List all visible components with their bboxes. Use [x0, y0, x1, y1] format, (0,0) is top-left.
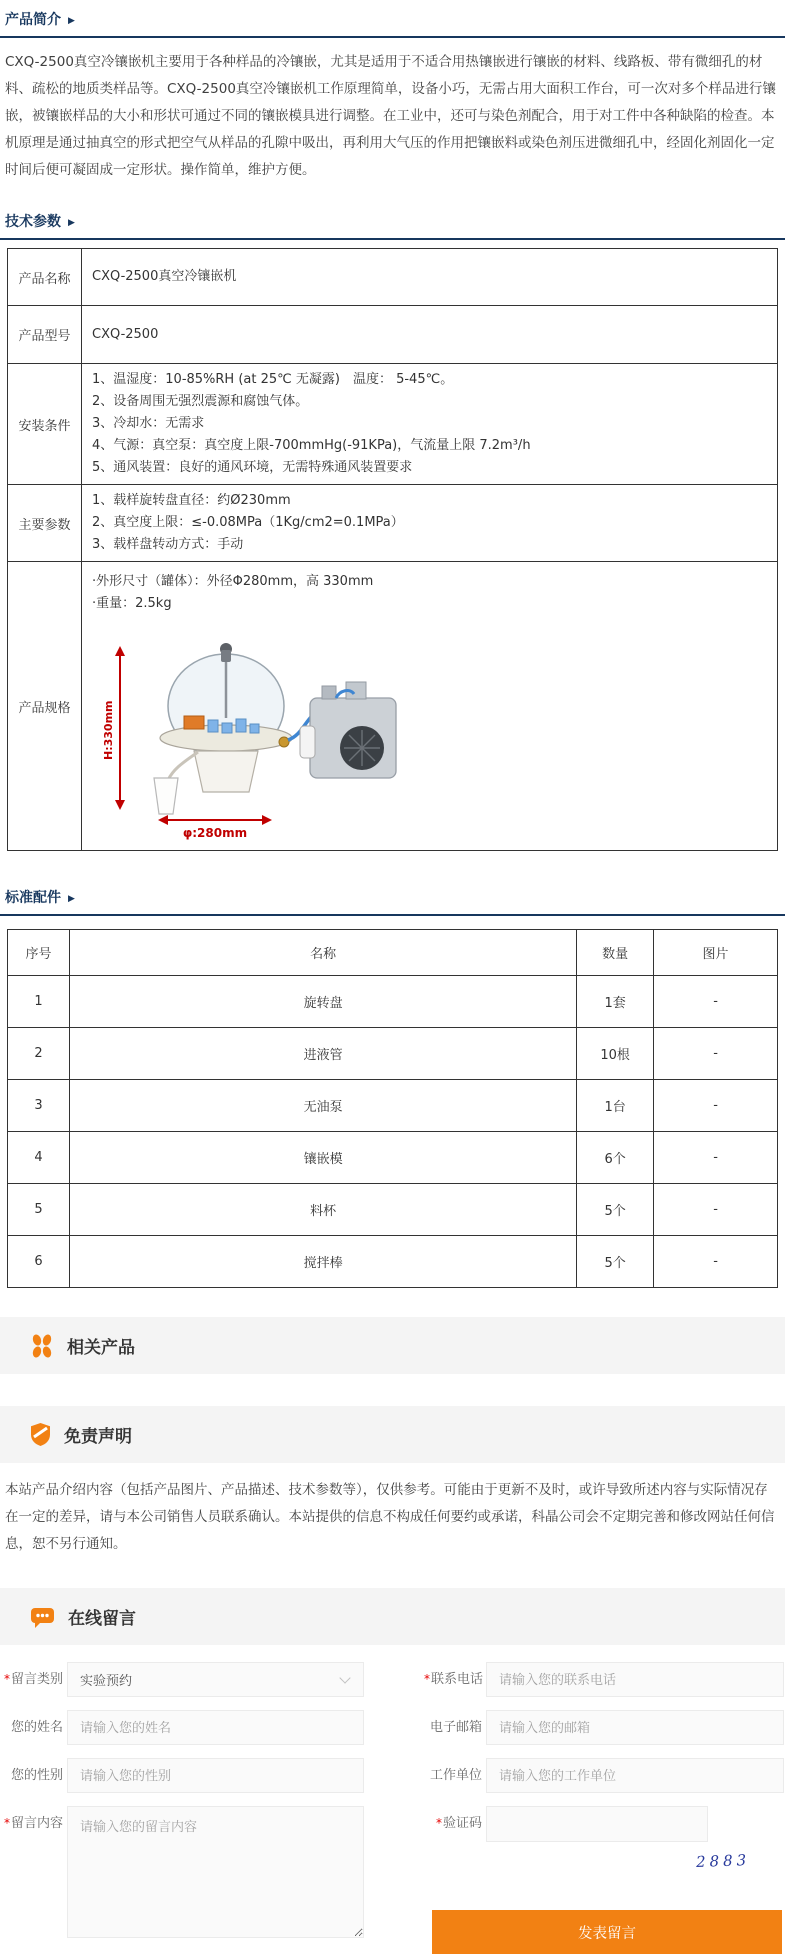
- cell-picture: -: [654, 976, 778, 1028]
- company-label: 工作单位: [429, 1768, 482, 1783]
- spec-value-line: CXQ-2500: [92, 326, 159, 342]
- captcha-label: *验证码: [435, 1816, 482, 1831]
- column-header-index: 序号: [8, 930, 70, 976]
- email-input[interactable]: [486, 1710, 784, 1745]
- table-row: [8, 1236, 778, 1288]
- clover-icon: [30, 1333, 54, 1359]
- spec-value-line: ·重量：2.5kg: [92, 596, 172, 611]
- spec-value-line: 2、设备周围无强烈震源和腐蚀气体。: [92, 394, 309, 409]
- name-input[interactable]: [67, 1710, 364, 1745]
- name-label: 您的姓名: [10, 1720, 63, 1735]
- section-header-accessories: [0, 878, 785, 916]
- message-content-textarea[interactable]: [67, 1806, 364, 1938]
- cell-index: 6: [8, 1236, 70, 1288]
- chevron-down-icon: [339, 1672, 350, 1683]
- chat-bubble-icon: [30, 1605, 55, 1629]
- email-label: 电子邮箱: [429, 1720, 482, 1735]
- form-row: [4, 1758, 785, 1793]
- table-row: [8, 976, 778, 1028]
- section-title-tech: 技术参数: [5, 214, 61, 230]
- section-header-tech: [0, 202, 785, 240]
- section-title-accessories: 标准配件: [5, 890, 61, 906]
- spec-value-line: 2、真空度上限：≤-0.08MPa（1Kg/cm2=0.1MPa）: [92, 515, 404, 530]
- cell-picture: -: [654, 1028, 778, 1080]
- spec-value-line: 3、冷却水：无需求: [92, 416, 205, 431]
- cell-index: 3: [8, 1080, 70, 1132]
- spec-value: [82, 306, 778, 364]
- shield-icon: [30, 1422, 51, 1447]
- spec-label: 产品型号: [8, 306, 82, 364]
- spec-value-line: ·外形尺寸（罐体）：外径Φ280mm，高 330mm: [92, 574, 374, 589]
- column-header-name: 名称: [69, 930, 576, 976]
- required-asterisk: *: [435, 1816, 442, 1830]
- table-row: [8, 306, 778, 364]
- intro-paragraph: CXQ-2500真空冷镶嵌机主要用于各种样品的冷镶嵌，尤其是适用于不适合用热镶嵌进行镶嵌的材料、线路板、带有微细孔的材料、疏松的地质类样品等。CXQ-2500真空冷镶嵌机工作原理简单，设备小巧，无需占用大面积工作台，可一次对多个样品进行镶嵌，被镶嵌样品的大小和形状可通过不同的镶嵌模具进行调整。在工业中，还可与染色剂配合，用于对工件中各种缺陷的检查。本机原理是通过抽真空的形式把空气从样品的孔隙中吸出，再利用大气压的作用把镶嵌料或染色剂压进微细孔中，经固化剂固化一定时间后便可凝固成一定形状。操作简单，维护方便。: [5, 54, 776, 178]
- submit-message-button[interactable]: 发表留言: [432, 1910, 782, 1954]
- spec-value: [82, 562, 778, 851]
- section-title-intro: 产品简介: [5, 12, 61, 28]
- message-form: [0, 1662, 785, 1954]
- spec-label: 安装条件: [8, 364, 82, 485]
- company-input[interactable]: [486, 1758, 784, 1793]
- table-header-row: [8, 930, 778, 976]
- figure-diameter-label: φ:280mm: [182, 826, 248, 840]
- spec-value-line: 1、温湿度：10-85%RH (at 25℃ 无凝露) 温度： 5-45℃。: [92, 372, 454, 387]
- spec-label: 产品规格: [8, 562, 82, 851]
- table-row: [8, 1184, 778, 1236]
- column-header-quantity: 数量: [577, 930, 654, 976]
- spec-value-line: 4、气源：真空泵：真空度上限-700mmHg(-91KPa)，气流量上限 7.2m³/h: [92, 438, 531, 453]
- online-message-title: 在线留言: [68, 1609, 136, 1629]
- triangle-icon: ▶: [68, 218, 75, 228]
- form-row: [4, 1806, 785, 1954]
- spec-value-line: 1、载样旋转盘直径：约Ø230mm: [92, 493, 291, 508]
- spec-value-line: CXQ-2500真空冷镶嵌机: [92, 269, 237, 284]
- table-row: [8, 1132, 778, 1184]
- gender-input[interactable]: [67, 1758, 364, 1793]
- spec-value-line: 5、通风装置：良好的通风环境，无需特殊通风装置要求: [92, 460, 413, 475]
- category-selected-value: 实验预约: [80, 1674, 133, 1689]
- content-label: *留言内容: [4, 1816, 64, 1831]
- cell-picture: -: [654, 1080, 778, 1132]
- required-asterisk: *: [424, 1672, 430, 1686]
- cell-quantity: 1台: [577, 1080, 654, 1132]
- cell-name: 镶嵌模: [69, 1132, 576, 1184]
- cell-name: 搅拌棒: [69, 1236, 576, 1288]
- cell-quantity: 10根: [577, 1028, 654, 1080]
- spec-label: 主要参数: [8, 485, 82, 562]
- cell-name: 无油泵: [69, 1080, 576, 1132]
- form-row: [4, 1662, 785, 1697]
- table-row: [8, 249, 778, 306]
- related-products-title: 相关产品: [67, 1338, 135, 1358]
- disclaimer-paragraph: 本站产品介绍内容（包括产品图片、产品描述、技术参数等），仅供参考。可能由于更新不及时，或许导致所述内容与实际情况存在一定的差异，请与本公司销售人员联系确认。本站提供的信息不构成任何要约或承诺，科晶公司会不定期完善和修改网站任何信息，恕不另行通知。: [5, 1482, 775, 1552]
- spec-value: [82, 364, 778, 485]
- cell-name: 进液管: [69, 1028, 576, 1080]
- related-products-band: [0, 1317, 785, 1374]
- gender-label: 您的性别: [10, 1768, 63, 1783]
- product-device-image: [98, 640, 418, 840]
- table-row: [8, 485, 778, 562]
- cell-quantity: 5个: [577, 1184, 654, 1236]
- required-asterisk: *: [4, 1672, 10, 1686]
- spec-value-line: 3、载样盘转动方式：手动: [92, 537, 244, 552]
- tech-spec-table: [7, 248, 778, 851]
- cell-picture: -: [654, 1184, 778, 1236]
- cell-name: 旋转盘: [69, 976, 576, 1028]
- cell-picture: -: [654, 1236, 778, 1288]
- captcha-image[interactable]: 2883: [695, 1851, 751, 1871]
- cell-quantity: 5个: [577, 1236, 654, 1288]
- triangle-icon: ▶: [68, 894, 75, 904]
- cell-picture: -: [654, 1132, 778, 1184]
- cell-quantity: 1套: [577, 976, 654, 1028]
- cell-quantity: 6个: [577, 1132, 654, 1184]
- spec-value: [82, 249, 778, 306]
- cell-index: 4: [8, 1132, 70, 1184]
- form-row: [4, 1710, 785, 1745]
- table-row: [8, 364, 778, 485]
- cell-index: 2: [8, 1028, 70, 1080]
- table-row: [8, 1080, 778, 1132]
- product-figure: [98, 640, 767, 844]
- phone-label: *联系电话: [424, 1672, 484, 1687]
- table-row: [8, 562, 778, 851]
- cell-name: 料杯: [69, 1184, 576, 1236]
- disclaimer-band: [0, 1406, 785, 1463]
- spec-label: 产品名称: [8, 249, 82, 306]
- phone-input[interactable]: [486, 1662, 784, 1697]
- triangle-icon: ▶: [68, 16, 75, 26]
- category-label: *留言类别: [4, 1672, 64, 1687]
- message-category-select[interactable]: [67, 1662, 364, 1697]
- online-message-band: [0, 1588, 785, 1645]
- captcha-input[interactable]: [486, 1806, 708, 1842]
- accessories-table: [7, 929, 778, 1288]
- cell-index: 5: [8, 1184, 70, 1236]
- disclaimer-title: 免责声明: [64, 1427, 132, 1447]
- table-row: [8, 1028, 778, 1080]
- required-asterisk: *: [4, 1816, 10, 1830]
- column-header-picture: 图片: [654, 930, 778, 976]
- figure-height-label: H:330mm: [102, 700, 115, 760]
- section-header-intro: [0, 0, 785, 38]
- spec-value: [82, 485, 778, 562]
- cell-index: 1: [8, 976, 70, 1028]
